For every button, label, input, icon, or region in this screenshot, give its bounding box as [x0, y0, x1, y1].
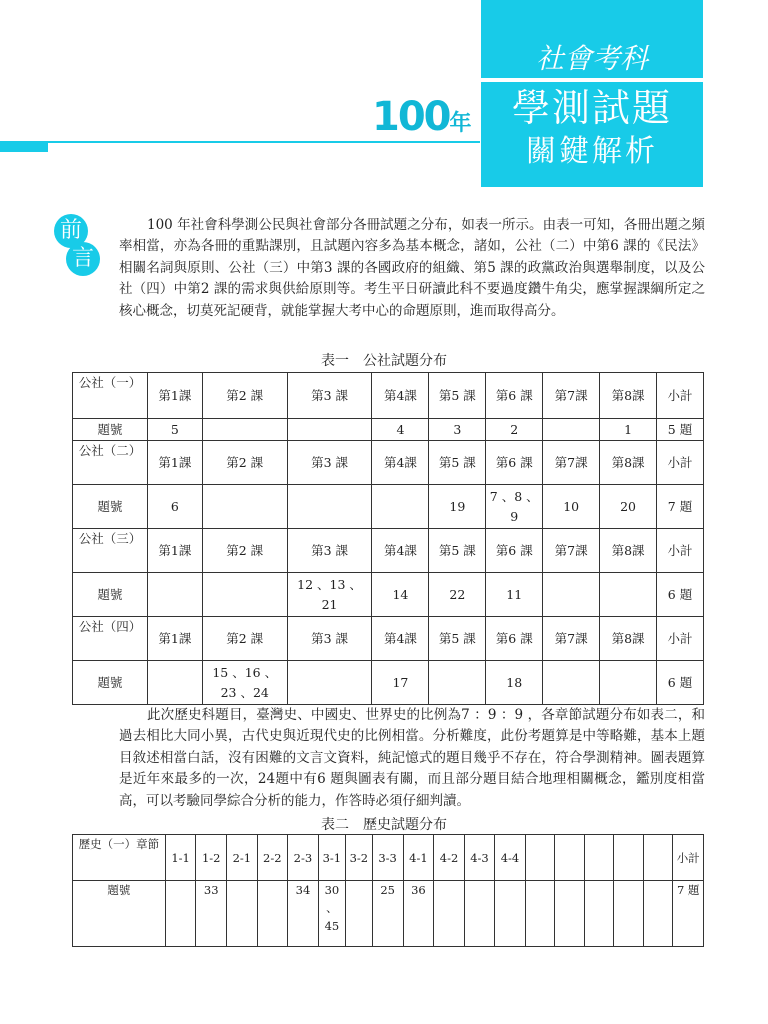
history-paragraph: 此次歷史科題目，臺灣史、中國史、世界史的比例為7 ：9 ：9 ，各章節試題分布如表二，和過去相比大同小異，古代史與近現代史的比例相當。分析難度，此份考題算是中等略難，基本上題目敘述相當白話，沒有困難的文言文資料，純記憶式的題目幾乎不存在，符合學測精神。圖表題算是近年來最多的一次，24題中有6 題與圖表有關，而且部分題目結合地理相關概念，鑑別度相當高，可以考驗同學綜合分析的能力，作答時必須仔細判讀。 [119, 707, 705, 809]
table-row [73, 573, 704, 617]
table-cell [600, 573, 657, 617]
table-cell: 12 、13 、21 [287, 573, 372, 617]
header-cell: 第1課 [147, 373, 202, 419]
book-label: 公社（三） [73, 529, 148, 573]
table-cell: 17 [372, 661, 429, 705]
table-cell [202, 419, 287, 441]
header-rule [0, 141, 480, 143]
header-cell: 第7課 [543, 617, 600, 661]
table-cell [584, 881, 614, 947]
table-cell [614, 881, 644, 947]
table-cell: 36 [403, 881, 434, 947]
row-label: 題號 [73, 419, 148, 441]
preface-badge [54, 214, 100, 276]
row-label: 題號 [73, 573, 148, 617]
table-cell [287, 419, 372, 441]
header-cell: 第7課 [543, 529, 600, 573]
header-cell: 第8課 [600, 617, 657, 661]
page-subtitle: 關鍵解析 [526, 134, 658, 169]
header-cell: 第4課 [372, 441, 429, 485]
table-header-row [73, 441, 704, 485]
table-cell [434, 881, 464, 947]
header-cell: 第6 課 [486, 373, 543, 419]
header-cell: 1-1 [165, 835, 195, 881]
header-cell: 第5 課 [429, 529, 486, 573]
header-cell: 小計 [657, 529, 704, 573]
header-cell [643, 835, 673, 881]
header-cell: 第4課 [372, 529, 429, 573]
table-cell [543, 573, 600, 617]
table-cell: 30 、45 [318, 881, 345, 947]
table-cell: 33 [196, 881, 227, 947]
header-cell: 第3 課 [287, 373, 372, 419]
header-cell [614, 835, 644, 881]
table-cell: 6 [147, 485, 202, 529]
table-cell: 3 [429, 419, 486, 441]
header-cell: 3-1 [318, 835, 345, 881]
table-cell [555, 881, 585, 947]
row-label: 歷史（一）章節 [73, 835, 166, 881]
header-cell: 第3 課 [287, 441, 372, 485]
table-cell: 4 [372, 419, 429, 441]
header-cell: 第3 課 [287, 617, 372, 661]
table-cell: 6 題 [657, 661, 704, 705]
header-cell: 3-2 [345, 835, 372, 881]
civics-distribution-table [72, 372, 704, 705]
header-cell: 3-3 [372, 835, 403, 881]
header-cell: 第2 課 [202, 529, 287, 573]
table-cell [495, 881, 525, 947]
header-cell: 第2 課 [202, 373, 287, 419]
table2-caption: 表二 歷史試題分布 [321, 817, 447, 833]
table-cell [202, 485, 287, 529]
year-unit: 年 [449, 111, 472, 136]
table-cell [372, 485, 429, 529]
table-cell [600, 661, 657, 705]
table-cell [543, 419, 600, 441]
intro-paragraph: 100 年社會科學測公民與社會部分各冊試題之分布，如表一所示。由表一可知，各冊出題之頻率相當，亦為各冊的重點課別，且試題內容多為基本概念，諸如，公社（二）中第6 課的《民法》相關名詞與原則、公社（三）中第3 課的各國政府的組織、第5 課的政黨政治與選舉制度，以及公社（四）中第2 課的需求與供給原則等。考生平日研讀此科不要過度鑽牛角尖，應掌握課綱所定之核心概念，切莫死記硬背，就能掌握大考中心的命題原則，進而取得高分。 [119, 217, 705, 319]
header-cell: 第4課 [372, 373, 429, 419]
header-cell: 2-1 [227, 835, 257, 881]
preface-badge-char: 言 [66, 242, 100, 276]
table-cell: 6 題 [657, 573, 704, 617]
table1-caption: 表一 公社試題分布 [321, 353, 447, 369]
book-label: 公社（二） [73, 441, 148, 485]
table-cell: 20 [600, 485, 657, 529]
header-cell: 第7課 [543, 441, 600, 485]
table-cell: 15 、16 、23 、24 [202, 661, 287, 705]
header-cell: 第7課 [543, 373, 600, 419]
header-cell: 第5 課 [429, 441, 486, 485]
table-cell [165, 881, 195, 947]
header-cell: 第1課 [147, 441, 202, 485]
table-cell: 5 題 [657, 419, 704, 441]
table-cell: 25 [372, 881, 403, 947]
table-cell [345, 881, 372, 947]
header-cell: 小計 [673, 835, 704, 881]
table-cell: 7 題 [673, 881, 704, 947]
table-header-row [73, 373, 704, 419]
row-label: 題號 [73, 881, 166, 947]
header-cell: 第1課 [147, 529, 202, 573]
table-cell [429, 661, 486, 705]
table-cell: 34 [288, 881, 319, 947]
table-cell: 19 [429, 485, 486, 529]
row-label: 題號 [73, 485, 148, 529]
table-header-row [73, 617, 704, 661]
header-cell: 4-1 [403, 835, 434, 881]
header-cell: 第5 課 [429, 617, 486, 661]
subject-label: 社會考科 [535, 42, 648, 75]
table-cell [227, 881, 257, 947]
header-cell: 第5 課 [429, 373, 486, 419]
header-cell: 第3 課 [287, 529, 372, 573]
exam-year [372, 94, 472, 140]
header-cell: 小計 [657, 441, 704, 485]
table-cell [287, 661, 372, 705]
header-cell: 2-3 [288, 835, 319, 881]
table-cell: 22 [429, 573, 486, 617]
table-cell [147, 661, 202, 705]
page-title: 學測試題 [511, 86, 672, 130]
table-cell: 10 [543, 485, 600, 529]
table-cell [464, 881, 494, 947]
table-cell: 2 [486, 419, 543, 441]
header-cell: 第8課 [600, 373, 657, 419]
header-cell [525, 835, 555, 881]
book-label: 公社（一） [73, 373, 148, 419]
table-cell [147, 573, 202, 617]
table-cell: 5 [147, 419, 202, 441]
header-cell: 第1課 [147, 617, 202, 661]
header-cell: 第8課 [600, 529, 657, 573]
year-number: 100 [372, 94, 450, 140]
table-cell [543, 661, 600, 705]
header-cell: 2-2 [257, 835, 287, 881]
header-cell: 第6 課 [486, 529, 543, 573]
history-distribution-table [72, 834, 704, 947]
header-tab-accent [0, 141, 48, 152]
table-cell [287, 485, 372, 529]
header-cell: 第6 課 [486, 617, 543, 661]
table-header-row [73, 835, 704, 881]
header-cell: 4-3 [464, 835, 494, 881]
header-cell: 第4課 [372, 617, 429, 661]
table-cell: 7 、8 、9 [486, 485, 543, 529]
table-cell: 1 [600, 419, 657, 441]
header-cell: 1-2 [196, 835, 227, 881]
header-cell: 第2 課 [202, 441, 287, 485]
header-cell: 4-4 [495, 835, 525, 881]
header-cell: 小計 [657, 373, 704, 419]
header-cell: 小計 [657, 617, 704, 661]
title-banner [481, 0, 703, 187]
header-cell [555, 835, 585, 881]
table-cell [257, 881, 287, 947]
table-row [73, 881, 704, 947]
header-cell: 第6 課 [486, 441, 543, 485]
header-cell [584, 835, 614, 881]
table-cell [525, 881, 555, 947]
header-cell: 第8課 [600, 441, 657, 485]
table-row [73, 419, 704, 441]
table-cell [643, 881, 673, 947]
table-row [73, 485, 704, 529]
book-label: 公社（四） [73, 617, 148, 661]
table-cell: 7 題 [657, 485, 704, 529]
table-cell: 14 [372, 573, 429, 617]
table-cell: 18 [486, 661, 543, 705]
banner-divider [481, 78, 703, 82]
header-cell: 第2 課 [202, 617, 287, 661]
row-label: 題號 [73, 661, 148, 705]
preface-badge-char: 前 [54, 214, 88, 248]
table-header-row [73, 529, 704, 573]
table-row [73, 661, 704, 705]
table-cell [202, 573, 287, 617]
header-cell: 4-2 [434, 835, 464, 881]
table-cell: 11 [486, 573, 543, 617]
